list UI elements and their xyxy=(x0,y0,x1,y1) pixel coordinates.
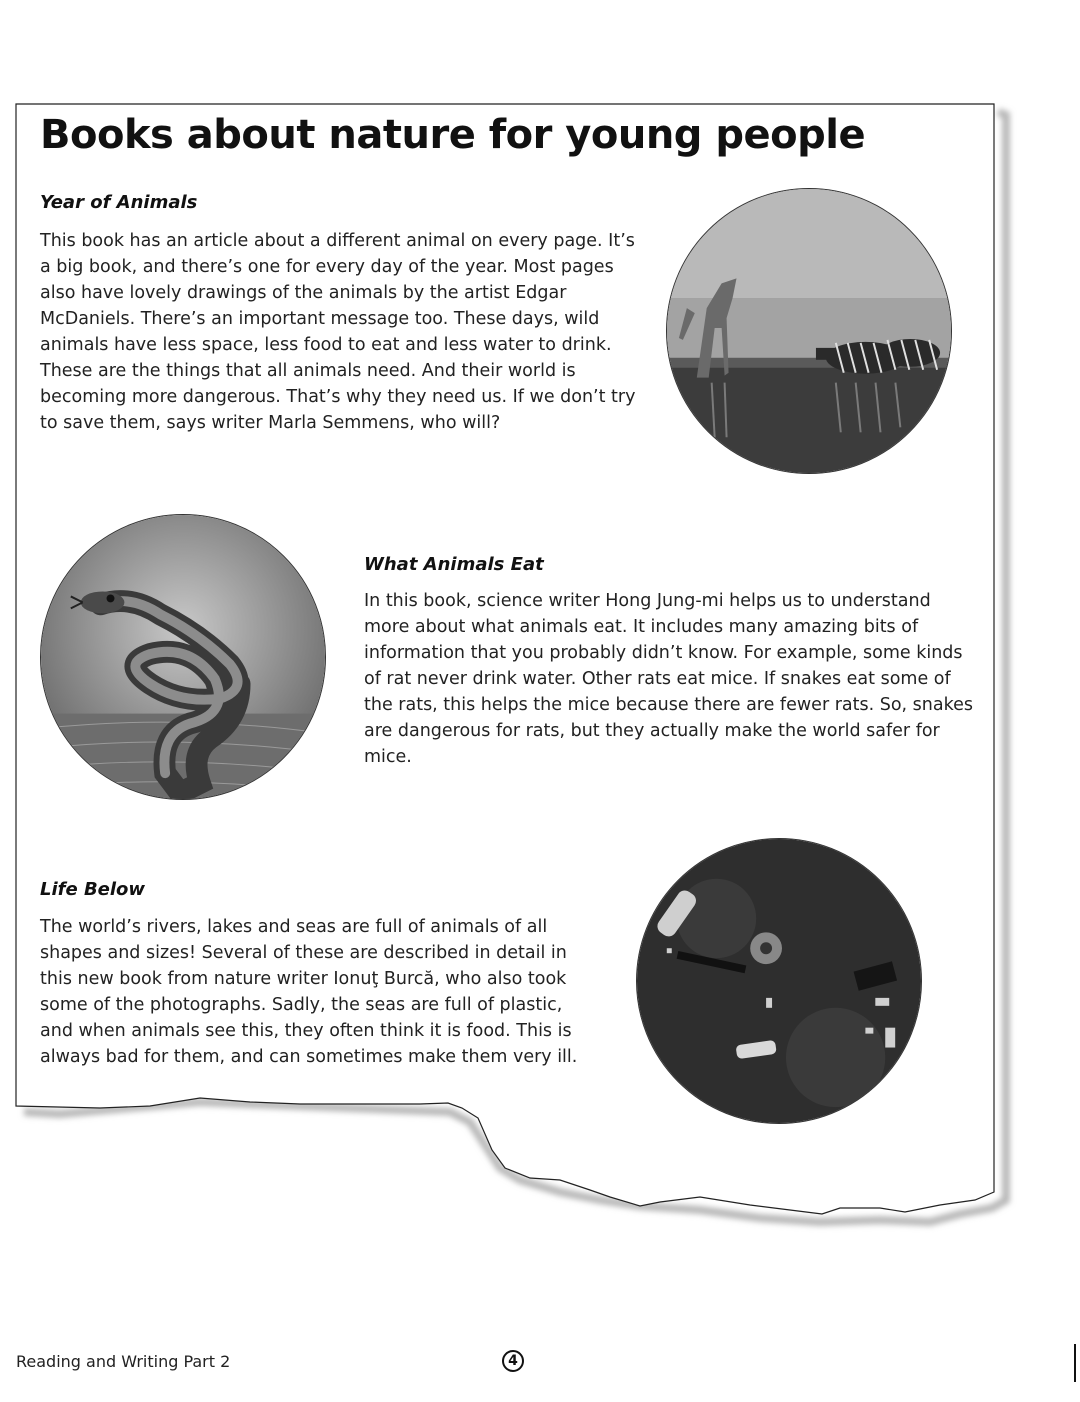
book-text-year-of-animals: This book has an article about a different animal on every page. It’s a big book, and there’s one for every day of the year. Most pages also have lovely drawings of the animals by the artist Edgar McDaniels. There’s an important message too. These days, wild animals have less space, less food to eat and less water to drink. These are the things that all animals need. And their world is becoming more dangerous. That’s why they need us. If we don’t try to save them, says writer Marla Semmens, who will? xyxy=(40,231,636,433)
footer-section-label: Reading and Writing Part 2 xyxy=(16,1352,231,1371)
edge-mark xyxy=(1074,1344,1076,1382)
book-heading-life-below: Life Below xyxy=(40,879,146,900)
page-number: 4 xyxy=(502,1350,524,1372)
book-text-life-below: The world’s rivers, lakes and seas are full of animals of all shapes and sizes! Several of these are described in detail in this new book from nature writer Ionuţ Burcă, who also took some of the photographs. Sadly, the seas are full of plastic, and when animals see this, they often think it is food. This is always bad for them, and can sometimes make them very ill. xyxy=(40,917,578,1067)
page-title: Books about nature for young people xyxy=(40,112,866,158)
snake-photo xyxy=(40,514,326,800)
book-text-what-animals-eat: In this book, science writer Hong Jung-mi helps us to understand more about what animals eat. It includes many amazing bits of information that you probably didn’t know. For example, some kinds of rat never drink water. Other rats eat mice. If snakes eat some of the rats, this helps the mice because there are fewer rats. So, snakes are dangerous for rats, but they actually make the world safer for mice. xyxy=(364,591,973,767)
giraffe-zebras-photo xyxy=(666,188,952,474)
book-heading-year-of-animals: Year of Animals xyxy=(40,192,198,213)
book-heading-what-animals-eat: What Animals Eat xyxy=(364,554,544,575)
plastic-underwater-photo xyxy=(636,838,922,1124)
